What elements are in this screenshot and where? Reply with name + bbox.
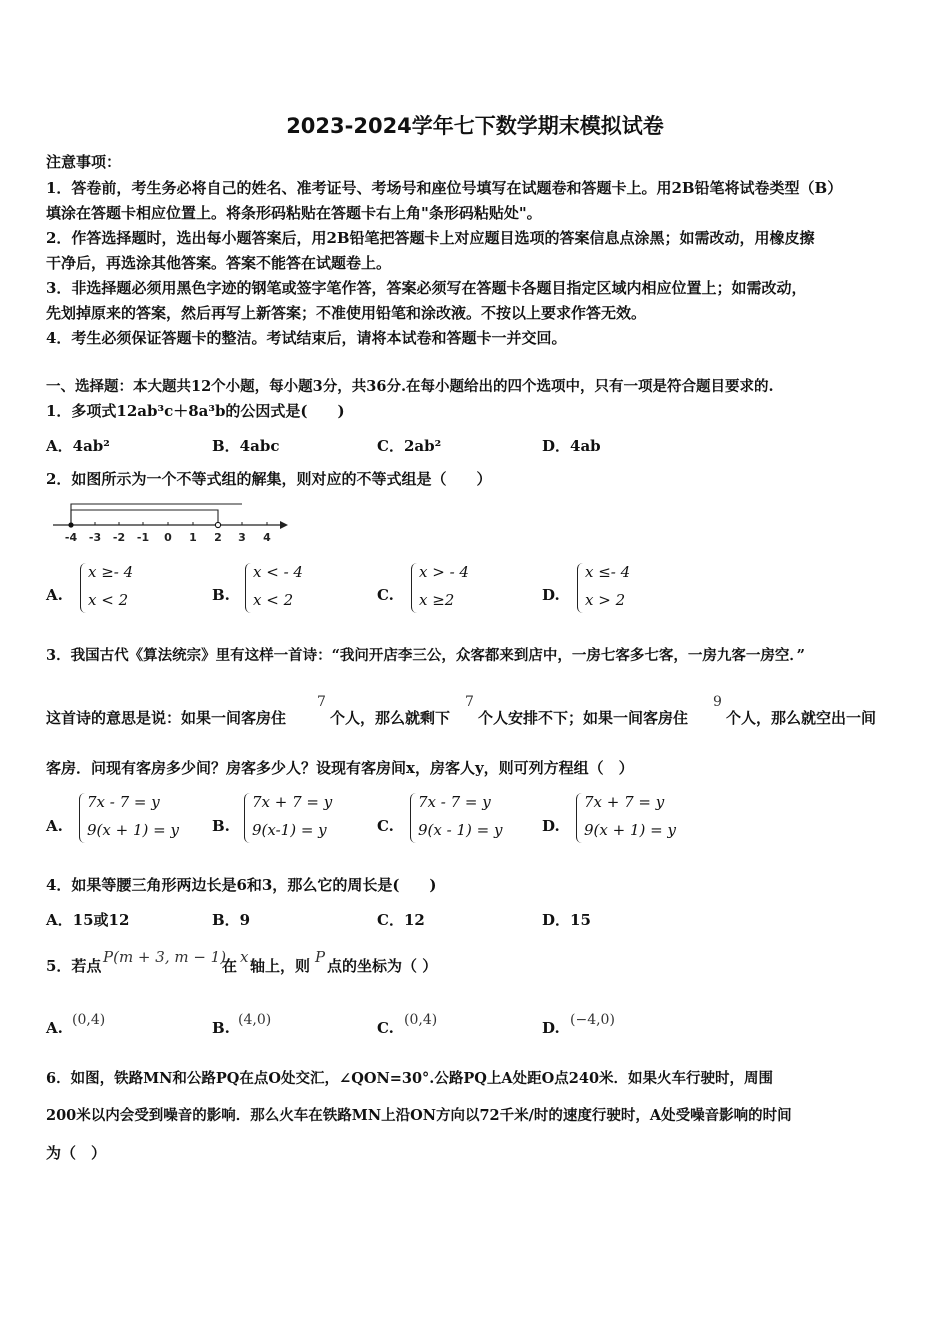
q5-point-expression: P(m + 3, m − 1) xyxy=(103,948,227,966)
q5-stem-part: 5．若点 xyxy=(46,957,102,975)
q1-option-d[interactable]: D．4ab xyxy=(542,437,601,455)
exam-page: 2023-2024学年七下数学期末模拟试卷 注意事项： 1．答卷前，考生务必将自己的姓名、准考证号、考场号和座位号填写在试题卷和答题卡上。用2B铅笔将试卷类型（B） 填涂在答题卡相应位置上。将条形码粘贴在答题卡右上角"条形码粘贴处"。 2．作答选择题时，选出每小题答案后，用2B铅笔把答题卡上对应题目选项的答案信息点涂黑；如需改动，用橡皮擦 干净后，再选涂其他答案。答案不能答在试题卷上。 3．非选择题必须用黑色字迹的钢笔或签字笔作答，答案必须写在答题卡各题目指定区域内相应位置上；如需改动， 先划掉原来的答案，然后再写上新答案；不准使用铅笔和涂改液。不按以上要求作答无效。 4．考生必须保证答题卡的整洁。考试结束后，请将本试卷和答题卡一并交回。 一、选择题：本大题共12个小题，每小题3分，共36分.在每小题给出的四个选项中，只有一项是符合题目要求的. 1．多项式12ab³c＋8a³b的公因式是( ) A．4ab² B．4abc C．2ab² D．4ab 2．如图所示为一个不等式组的解集，则对应的不等式组是（ ） -4 -3 -2 -1 0 1 2 3 4 A. x ≥- 4 x < 2 B. x < - 4 x < 2 C. x > - 4 x ≥2 D. x ≤- 4 x > 2 3．我国古代《算法统宗》里有这样一首诗：“我问开店李三公，众客都来到店中，一房七客多七客，一房九客一房空．” 这首诗的意思是说：如果一间客房住 7 个人，那么就剩下 7 个人安排不下；如果一间客房住 9 个人，那么就空出一间 客房．问现有客房多少间？房客多少人？设现有客房间x，房客人y，则可列方程组（ ） A. 7x - 7 = y 9(x + 1) = y B. 7x + 7 = y 9(x-1) = y C. 7x - 7 = y 9(x - 1) = y D. 7x + 7 = y 9(x + 1) = y 4．如果等腰三角形两边长是6和3，那么它的周长是( ) A．15或12 B．9 C．12 D．15 5．若点 P(m + 3, m − 1) 在 x 轴上，则 P 点的坐标为（ ） A. (0,4) B. (4,0) C. (0,4) D. (−4,0) 6．如图，铁路MN和公路PQ在点O处交汇，∠QON=30°.公路PQ上A处距O点240米．如果火车行驶时，周围 200米以内会受到噪音的影响．那么火车在铁路MN上沿ON方向以72千米/时的速度行驶时，A处受噪音影响的时间 为（ ） xyxy=(0,0,950,1344)
notice-line: 先划掉原来的答案，然后再写上新答案；不准使用铅笔和涂改液。不按以上要求作答无效。 xyxy=(46,304,647,322)
q5-axis-symbol: x xyxy=(240,948,249,966)
tick-label: 1 xyxy=(189,531,197,544)
q5-option-c-value[interactable]: (0,4) xyxy=(404,1012,438,1028)
q3-option-d-label[interactable]: D. xyxy=(542,817,560,835)
q2-option-d-label[interactable]: D. xyxy=(542,586,560,604)
q3-option-b-label[interactable]: B. xyxy=(212,817,230,835)
q3-line-part: 个人，那么就空出一间 xyxy=(726,709,877,727)
q3-option-c-label[interactable]: C. xyxy=(377,817,394,835)
q5-stem-part: 轴上，则 xyxy=(250,957,311,975)
q5-point-symbol: P xyxy=(315,948,326,966)
q3-line-part: 个人，那么就剩下 xyxy=(330,709,451,727)
q3-option-a-label[interactable]: A. xyxy=(46,817,63,835)
q6-line: 为（ ） xyxy=(46,1144,107,1162)
notice-line: 1．答卷前，考生务必将自己的姓名、准考证号、考场号和座位号填写在试题卷和答题卡上。用2B铅笔将试卷类型（B） xyxy=(46,179,843,197)
q2-option-b-label[interactable]: B. xyxy=(212,586,230,604)
q4-stem: 4．如果等腰三角形两边长是6和3，那么它的周长是( ) xyxy=(46,876,437,894)
q5-option-a-value[interactable]: (0,4) xyxy=(72,1012,106,1028)
q3-line: 客房．问现有客房多少间？房客多少人？设现有客房间x，房客人y，则可列方程组（ ） xyxy=(46,759,634,777)
q5-option-c-label[interactable]: C. xyxy=(377,1019,394,1037)
q5-option-d-label[interactable]: D. xyxy=(542,1019,560,1037)
q3-number: 9 xyxy=(713,694,722,710)
tick-label: 0 xyxy=(164,531,172,544)
q4-option-b[interactable]: B．9 xyxy=(212,911,251,929)
q3-number: 7 xyxy=(465,694,474,710)
q5-option-b-value[interactable]: (4,0) xyxy=(238,1012,272,1028)
q1-option-c[interactable]: C．2ab² xyxy=(377,437,442,455)
notice-heading: 注意事项： xyxy=(46,153,122,171)
q2-option-c-label[interactable]: C. xyxy=(377,586,394,604)
notice-line: 填涂在答题卡相应位置上。将条形码粘贴在答题卡右上角"条形码粘贴处"。 xyxy=(46,204,542,222)
q2-stem: 2．如图所示为一个不等式组的解集，则对应的不等式组是（ ） xyxy=(46,470,492,488)
notice-line: 2．作答选择题时，选出每小题答案后，用2B铅笔把答题卡上对应题目选项的答案信息点涂黑；如需改动，用橡皮擦 xyxy=(46,229,815,247)
q1-stem: 1．多项式12ab³c＋8a³b的公因式是( ) xyxy=(46,402,345,420)
tick-label: 3 xyxy=(238,531,246,544)
q5-stem-part: 在 xyxy=(222,957,238,975)
tick-label: 2 xyxy=(214,531,222,544)
q4-option-c[interactable]: C．12 xyxy=(377,911,425,929)
q1-option-b[interactable]: B．4abc xyxy=(212,437,280,455)
q4-option-d[interactable]: D．15 xyxy=(542,911,591,929)
q3-line-part: 这首诗的意思是说：如果一间客房住 xyxy=(46,709,287,727)
tick-label: -1 xyxy=(136,531,150,544)
q3-line-part: 个人安排不下；如果一间客房住 xyxy=(478,709,689,727)
notice-line: 干净后，再选涂其他答案。答案不能答在试题卷上。 xyxy=(46,254,392,272)
q2-option-a-label[interactable]: A. xyxy=(46,586,63,604)
q5-option-b-label[interactable]: B. xyxy=(212,1019,230,1037)
section-heading: 一、选择题：本大题共12个小题，每小题3分，共36分.在每小题给出的四个选项中，只有一项是符合题目要求的. xyxy=(46,378,774,395)
notice-line: 4．考生必须保证答题卡的整洁。考试结束后，请将本试卷和答题卡一并交回。 xyxy=(46,329,567,347)
tick-label: -2 xyxy=(112,531,126,544)
q6-line: 6．如图，铁路MN和公路PQ在点O处交汇，∠QON=30°.公路PQ上A处距O点240米．如果火车行驶时，周围 xyxy=(46,1070,774,1087)
q1-option-a[interactable]: A．4ab² xyxy=(46,437,110,455)
q5-stem-part: 点的坐标为（ ） xyxy=(327,957,438,975)
tick-label: -3 xyxy=(88,531,102,544)
q4-option-a[interactable]: A．15或12 xyxy=(46,911,130,929)
notice-line: 3．非选择题必须用黑色字迹的钢笔或签字笔作答，答案必须写在答题卡各题目指定区域内相应位置上；如需改动， xyxy=(46,279,807,297)
tick-label: 4 xyxy=(263,531,271,544)
q5-option-a-label[interactable]: A. xyxy=(46,1019,63,1037)
q3-number: 7 xyxy=(317,694,326,710)
page-title: 2023-2024学年七下数学期末模拟试卷 xyxy=(286,114,664,138)
tick-label: -4 xyxy=(64,531,78,544)
q5-option-d-value[interactable]: (−4,0) xyxy=(570,1012,615,1028)
q6-line: 200米以内会受到噪音的影响．那么火车在铁路MN上沿ON方向以72千米/时的速度行驶时，A处受噪音影响的时间 xyxy=(46,1107,792,1124)
number-line-figure xyxy=(48,500,288,546)
q3-line: 3．我国古代《算法统宗》里有这样一首诗：“我问开店李三公，众客都来到店中，一房七客多七客，一房九客一房空．” xyxy=(46,647,806,664)
